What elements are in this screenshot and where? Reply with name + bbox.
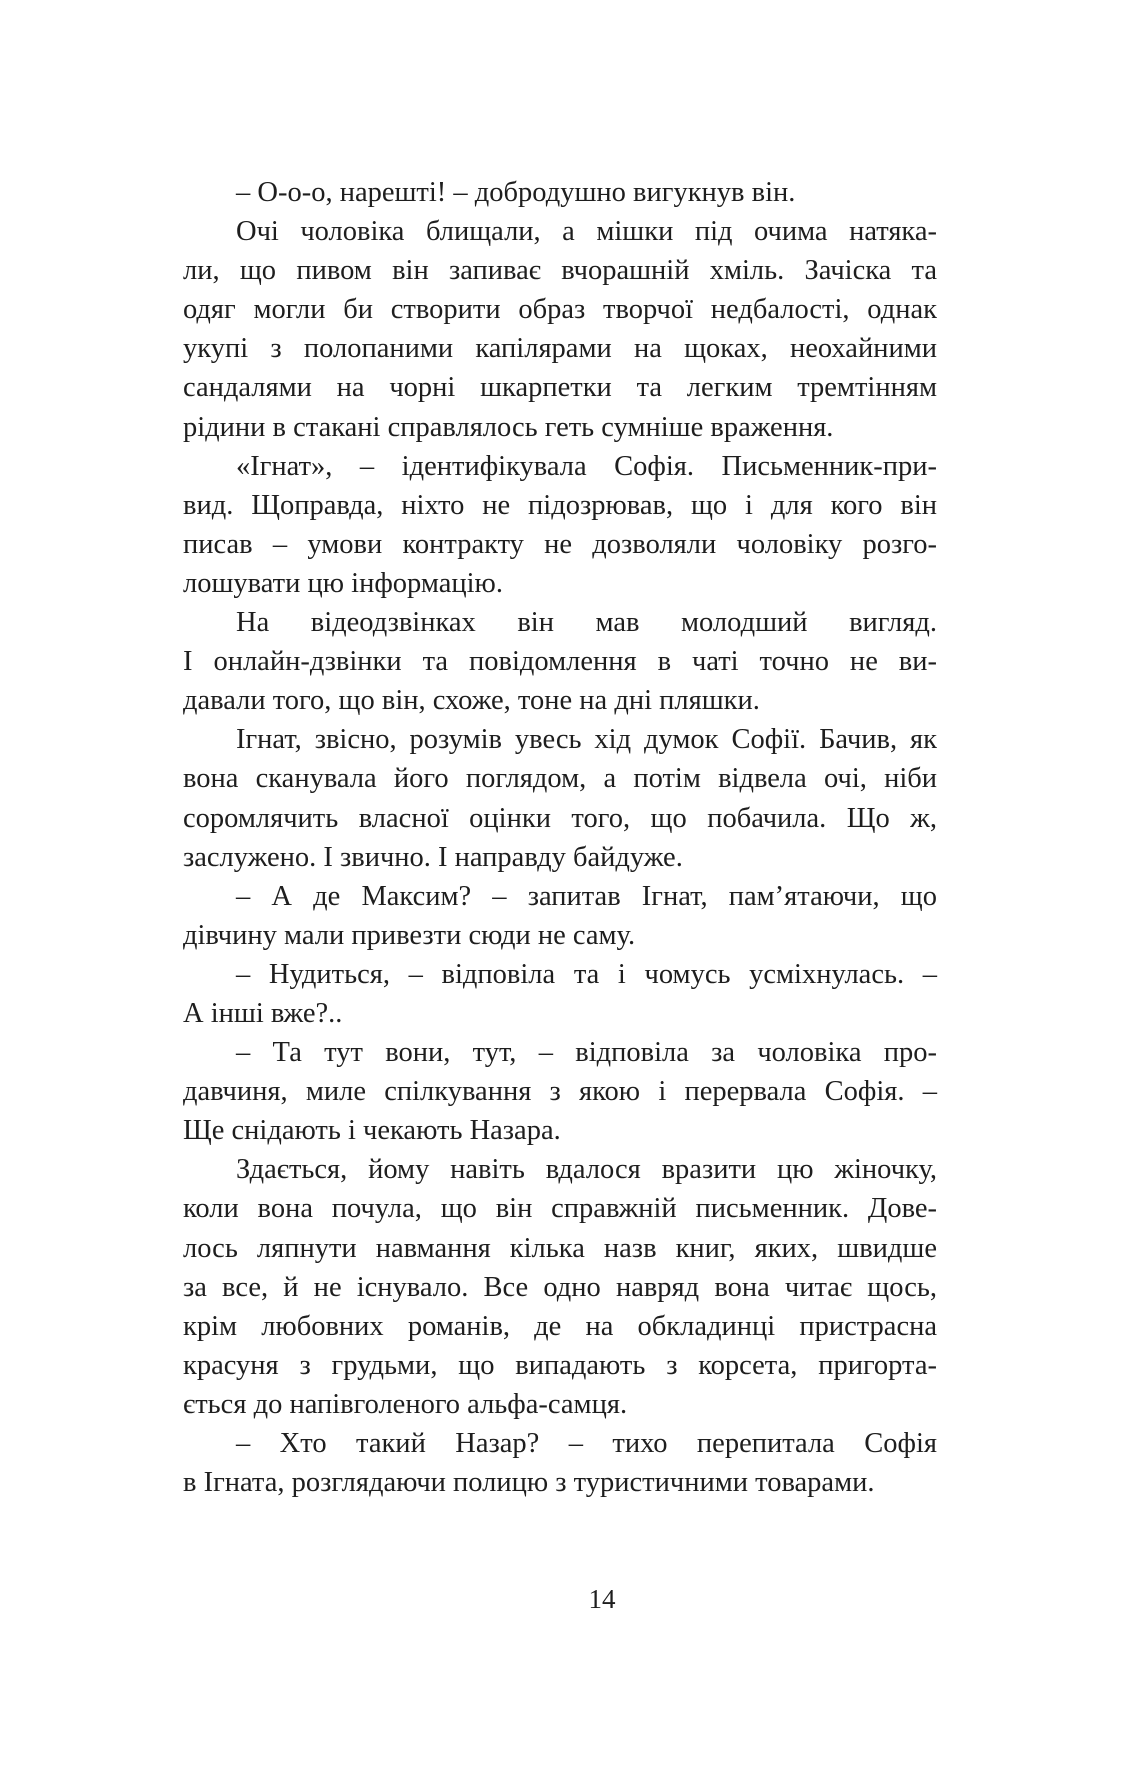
text-line: писав – умови контракту не дозволяли чоловіку розго- [183, 528, 937, 560]
text-line: рідини в стакані справлялось геть сумніше враження. [183, 411, 834, 443]
text-line: ли, що пивом він запиває вчорашній хміль. Зачіска та [183, 255, 937, 287]
text-line: Очі чоловіка блищали, а мішки під очима натяка- [236, 216, 937, 248]
text-line: Здається, йому навіть вдалося вразити цю жіночку, [236, 1154, 937, 1186]
text-line: – Нудиться, – відповіла та і чомусь усміхнулась. – [236, 958, 937, 990]
text-line: Ігнат, звісно, розумів увесь хід думок Софії. Бачив, як [236, 724, 937, 756]
text-line: вид. Щоправда, ніхто не підозрював, що і для кого він [183, 489, 937, 521]
text-line: за все, й не існувало. Все одно навряд вона читає щось, [183, 1271, 937, 1303]
text-line: На відеодзвінках він мав молодший вигляд. [236, 607, 937, 639]
text-line: красуня з грудьми, що випадають з корсета, пригорта- [183, 1349, 937, 1381]
text-line: – Та тут вони, тут, – відповіла за чоловіка про- [236, 1037, 937, 1069]
text-line: ється до напівголеного альфа-самця. [183, 1388, 628, 1420]
text-line: – А де Максим? – запитав Ігнат, пам’ятаючи, що [236, 880, 937, 912]
text-line: заслужено. І звично. І направду байдуже. [183, 841, 683, 873]
text-line: укупі з полопаними капілярами на щоках, неохайними [183, 333, 937, 365]
text-line: – О-о-о, нарешті! – добродушно вигукнув він. [236, 177, 796, 208]
text-line: А інші вже?.. [183, 997, 343, 1029]
text-line: вона сканувала його поглядом, а потім відвела очі, ніби [183, 763, 937, 795]
text-line: давали того, що він, схоже, тоне на дні пляшки. [183, 685, 760, 717]
text-line: – Хто такий Назар? – тихо перепитала Софія [236, 1428, 937, 1459]
text-line: лось ляпнути навмання кілька назв книг, яких, швидше [183, 1232, 937, 1264]
text-line: коли вона почула, що він справжній письменник. Дове- [183, 1193, 937, 1225]
text-line: одяг могли би створити образ творчої недбалості, однак [183, 294, 937, 326]
text-line: Ще снідають і чекають Назара. [183, 1115, 561, 1147]
text-line: «Ігнат», – ідентифікувала Софія. Письменник-при- [236, 450, 937, 482]
page-number: 14 [588, 1584, 616, 1614]
text-line: лошувати цю інформацію. [183, 567, 503, 599]
text-line: І онлайн-дзвінки та повідомлення в чаті точно не ви- [183, 646, 937, 678]
page-text [183, 173, 937, 1502]
text-line: крім любовних романів, де на обкладинці пристрасна [183, 1310, 937, 1342]
text-line: дівчину мали привезти сюди не саму. [183, 919, 636, 951]
text-line: соромлячить власної оцінки того, що побачила. Що ж, [183, 802, 937, 834]
text-line: давчиня, миле спілкування з якою і перервала Софія. – [183, 1076, 937, 1108]
text-line: сандалями на чорні шкарпетки та легким тремтінням [183, 372, 937, 404]
text-line: в Ігната, розглядаючи полицю з туристичними товарами. [183, 1467, 875, 1499]
